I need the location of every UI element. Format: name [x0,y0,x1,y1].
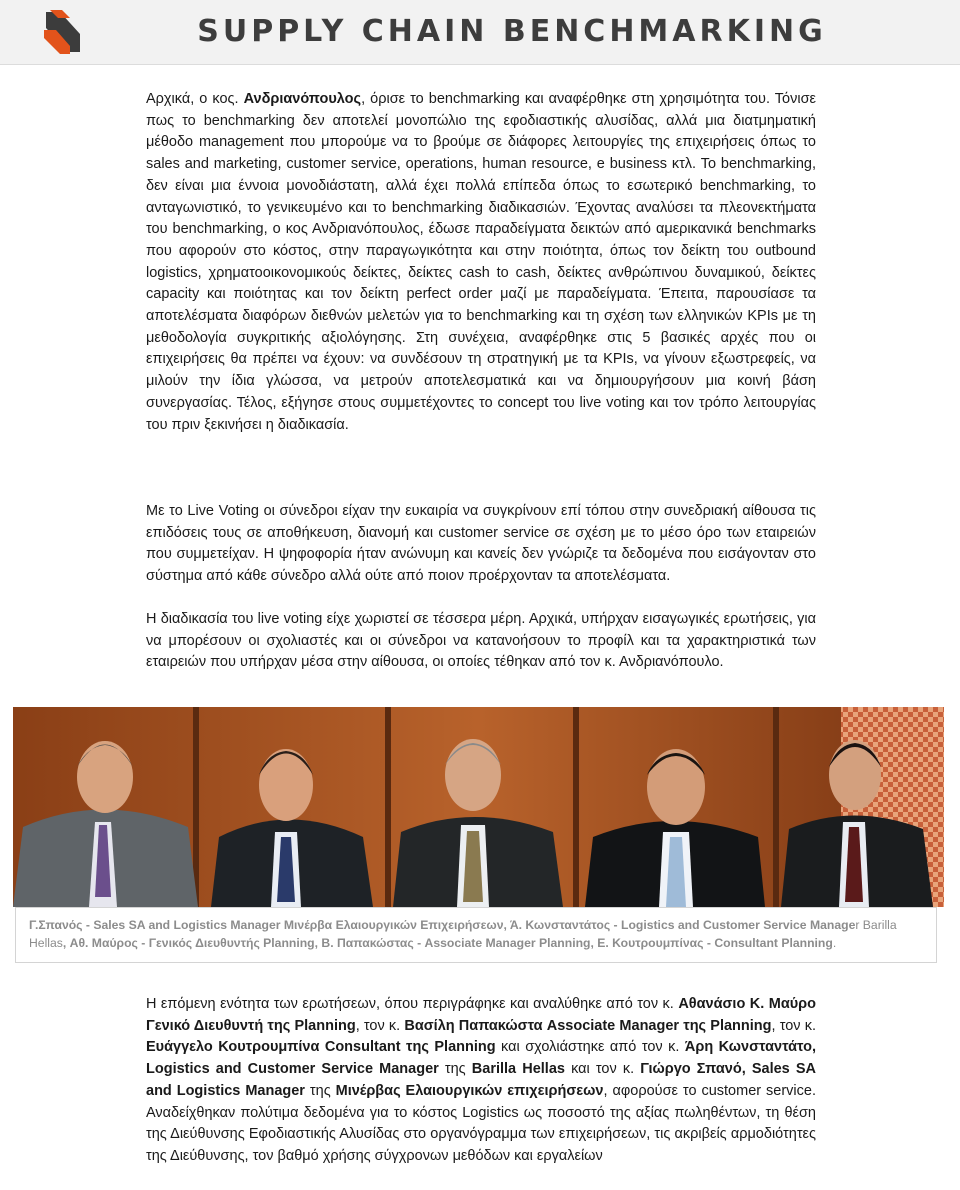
text: , τον κ. [355,1017,405,1034]
bold-name: Μινέρβας Ελαιουργικών επιχειρήσεων [335,1082,604,1099]
text: και τον κ. [564,1061,641,1078]
bold-name: Ευάγγελο Κουτρουμπίνα Consultant της Planning [146,1039,496,1056]
text: της [438,1061,472,1078]
photo-caption-box [15,907,937,963]
caption-text: r Barilla Hellas [29,918,897,950]
text: της [304,1082,336,1099]
caption-text: , Αθ. Μαύρος - Γενικός Διευθυντής Planning, Β. Παπακώστας - Associate Manager Planning, Ε. Κουτρουμπίνας - Consultant Planning [62,936,833,950]
text: , αφορούσε το customer service. Αναδείχθηκαν πολύτιμα δεδομένα για το κόστος Logistics ως ποσοστό της αξίας πωληθέντων, τη θέση της Διεύθυνσης Εφοδιαστικής Αλυσίδας στο οργανόγραμμα των επιχειρήσεων, τις ακριβείς αρμοδιότητες της Διεύθυνσης, τον βαθμό χρήσης σύγχρονων μεθόδων και εργαλείων [146,1082,816,1164]
bold-name: Βασίλη Παπακώστα Associate Manager της Planning [404,1017,772,1034]
text: Αρχικά, ο κος. [146,91,244,107]
bold-name: Άρη Κωνσταντάτο, Logistics and Customer Service Manager [146,1039,817,1078]
photo-caption [29,916,929,952]
bold-name: Αθανάσιο Κ. Μαύρο Γενικό Διευθυντή της Planning [146,996,817,1034]
paragraph-live-voting: Με το Live Voting οι σύνεδροι είχαν την ευκαιρία να συγκρίνουν επί τόπου στην συνεδριακή αίθουσα τις επιδόσεις τους σε αποθήκευση, διανομή και customer service σε σχέση με το μέσο όρο των εταιρειών που συμμετείχαν. Η ψηφοφορία ήταν ανώνυμη και κανείς δεν γνώριζε τα δεδομένα που εισάγονταν στο σύστημα από κάθε σύνεδρο αλλά ούτε από ποιον προέρχονταν τα αποτελέσματα. [146,503,816,585]
text: και σχολιάστηκε από τον κ. [495,1039,685,1056]
caption-text: Γ.Σπανός - Sales SA and Logistics Manager Μινέρβα Ελαιουργικών Επιχειρήσεων, Ά. Κωνσταντάτος - Logistics and Customer Service Manage [29,918,856,932]
page-header [0,0,960,65]
bold-name: Γιώργο Σπανό, Sales SA and Logistics Manager [146,1061,817,1099]
text: , τον κ. [771,1017,817,1034]
paragraph-process: Η διαδικασία του live voting είχε χωριστεί σε τέσσερα μέρη. Αρχικά, υπήρχαν εισαγωγικές ερωτήσεις, για να μπορέσουν οι σχολιαστές και οι σύνεδροι να κατανοήσουν το προφίλ και τα χαρακτηριστικά των εταιρειών που υπήρχαν μέσα στην αίθουσα, οι οποίες τέθηκαν από τον κ. Ανδριανόπουλο. [146,611,816,671]
paragraph-next-section [146,994,816,1168]
header-title: SUPPLY CHAIN BENCHMARKING [197,14,827,49]
paragraph-intro [146,89,816,436]
bold-name: Ανδριανόπουλος [243,91,362,107]
text: Η επόμενη ενότητα των ερωτήσεων, όπου περιγράφηκε και αναλύθηκε από τον κ. [146,996,679,1012]
logo-icon [40,8,86,56]
text: , όρισε το benchmarking και αναφέρθηκε στη χρησιμότητα του. Τόνισε πως το benchmarking δεν αποτελεί μονοπώλιο της εφοδιαστικής αλυσίδας, αλλά μια διατμηματική μέθοδο management που μπορούμε να το βρούμε σε διάφορες λειτουργίες της επιχειρήσεις όπως το sales and marketing, customer service, operations, human resource, e business κτλ. Το benchmarking, δεν είναι μια έννοια μονοδιάστατη, αλλά έχει πολλά επίπεδα όπως το εσωτερικό benchmarking, το ανταγωνιστικό, το γενικευμένο και το benchmarking διαδικασιών. Έχοντας αναλύσει τα πλεονεκτήματα του benchmarking, ο κος Ανδριανόπουλος, έδωσε παραδείγματα δεικτών από αμερικανικά benchmarks που αφορούν στο κόστος, στην παραγωγικότητα και στην ποιότητα, όπως τον δείκτη του outbound logistics, χρηματοοικονομικούς δείκτες, δείκτες cash to cash, δείκτες ανθρώπινου δυναμικού, δείκτες capacity και ποιότητας και τον δείκτη perfect order μαζί με παραδείγματα. Έπειτα, παρουσίασε τα αποτελέσματα διαφόρων διεθνών μελετών για το benchmarking και τη σχέση των ελληνικών KPIs με τη μεθοδολογία συγκριτικής αξιολόγησης. Στη συνέχεια, αναφέρθηκε στις 5 βασικές αρχές που οι επιχειρήσεις θα πρέπει να έχουν: να συνδέσουν τη στρατηγική με τα KPIs, να γίνουν εξωστρεφείς, να μιλούν την ίδια γλώσσα, να μετρούν αποτελεσματικά και να δημιουργήσουν μια κοινή βάση συνεργασίας. Τέλος, εξήγησε στους συμμετέχοντες το concept του live voting και τον τρόπο λειτουργίας του πριν ξεκινήσει η διαδικασία. [146,91,816,433]
caption-text: . [832,936,837,950]
bold-name: Barilla Hellas [471,1061,565,1078]
speakers-photo [13,707,944,907]
